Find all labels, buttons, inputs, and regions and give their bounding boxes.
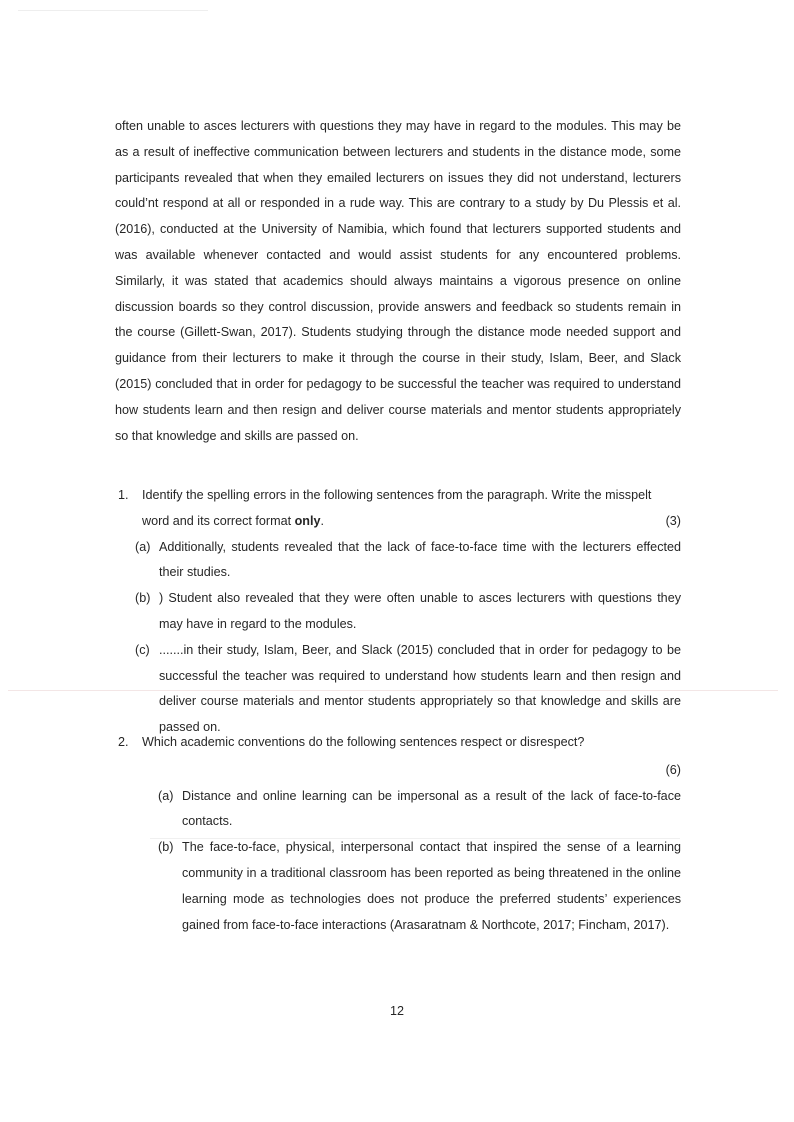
subitem-text: Additionally, students revealed that the lack of face-to-face time with the lecturers effected their studies. [159, 539, 681, 580]
subitem-text: ) Student also revealed that they were often unable to asces lecturers with questions they may have in regard to the modules. [159, 591, 681, 631]
question-marks: (6) [665, 762, 681, 777]
subitem-text: The face-to-face, physical, interpersonal contact that inspired the sense of a learning community in a traditional classroom has been reported as being threatened in the online learning mode as technologies does not produce the preferred students’ experiences gained from face-to-face interactions (Arasaratnam & Northcote, 2017; Fincham, 2017). [182, 840, 681, 932]
emphasis-only: only [294, 513, 321, 528]
question-text: Identify the spelling errors in the following sentences from the paragraph. Write the misspelt [142, 488, 652, 502]
question-1 [118, 483, 681, 741]
question-text: Which academic conventions do the following sentences respect or disrespect? [142, 735, 585, 749]
body-paragraph: often unable to asces lecturers with questions they may have in regard to the modules. This may be as a result of ineffective communication between lecturers and students in the distance mode, some participants revealed that when they emailed lecturers on issues they did not understand, lecturers could’nt respond at all or responded in a rude way. This are contrary to a study by Du Plessis et al. (2016), conducted at the University of Namibia, which found that lecturers supported students and was available whenever contacted and would assist students for any encountered problems. Similarly, it was stated that academics should always maintains a vigorous presence on online discussion boards so they control discussion, provide answers and feedback so students remain in the course (Gillett-Swan, 2017). Students studying through the distance mode needed support and guidance from their lecturers to make it through the course in their study, Islam, Beer, and Slack (2015) concluded that in order for pedagogy to be successful the teacher was required to understand how students learn and then resign and deliver course materials and mentor students appropriately so that knowledge and skills are passed on. [115, 119, 681, 443]
subitem-label: (a) [135, 539, 151, 554]
question-subitem [135, 535, 681, 587]
subitem-text: Distance and online learning can be impersonal as a result of the lack of face-to-face contacts. [182, 788, 681, 829]
subitem-label: (c) [135, 642, 150, 657]
question-marks: (3) [665, 513, 681, 528]
subitem-label: (a) [158, 788, 174, 803]
question-2 [118, 730, 681, 938]
question-number: 1. [118, 488, 129, 502]
question-number: 2. [118, 735, 129, 749]
subitem-text: .......in their study, Islam, Beer, and Slack (2015) concluded that in order for pedagogy to be successful the teacher was required to understand how students learn and then resign and deliver course materials and mentor students appropriately so that knowledge and skills are passed on. [159, 642, 681, 735]
question-subitem [158, 784, 681, 836]
scan-artifact-top [18, 10, 208, 11]
question-subitem [135, 638, 681, 741]
question-subitem [158, 835, 681, 938]
subitem-label: (b) [135, 591, 151, 606]
question-subitem [135, 586, 681, 638]
page-number: 12 [389, 1004, 404, 1018]
question-text: word and its correct format only. [142, 513, 324, 528]
subitem-label: (b) [158, 840, 174, 855]
